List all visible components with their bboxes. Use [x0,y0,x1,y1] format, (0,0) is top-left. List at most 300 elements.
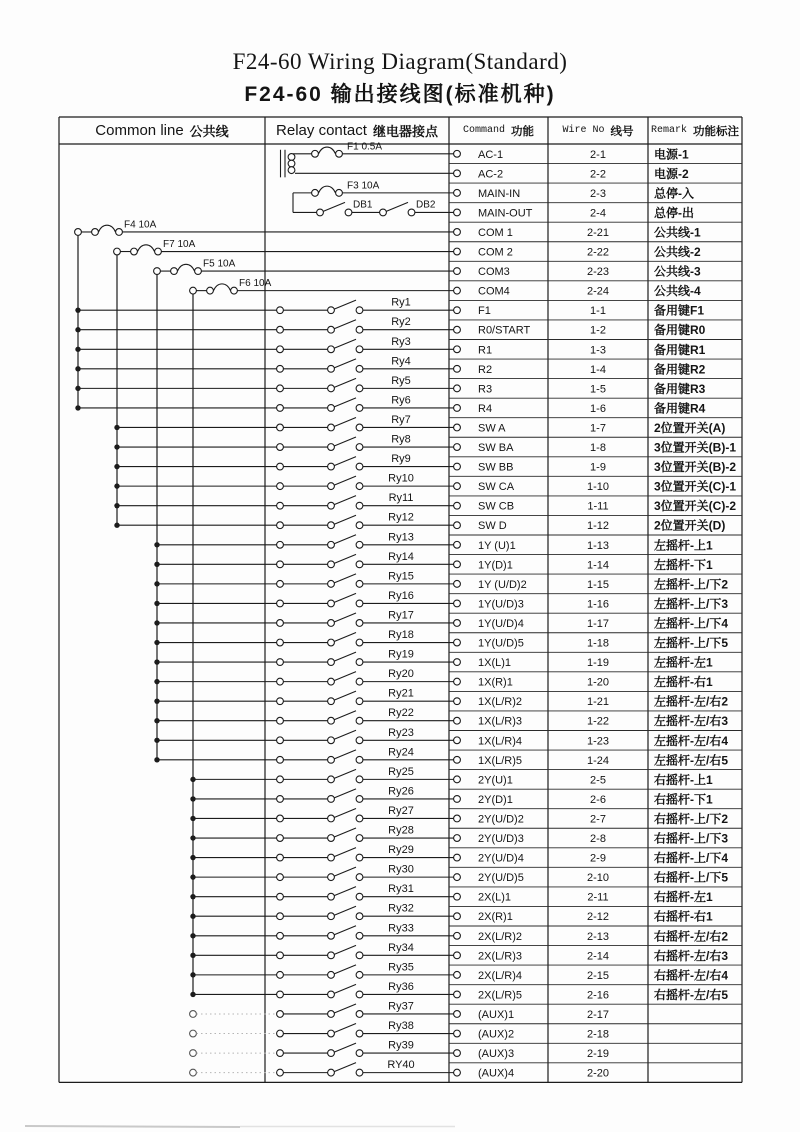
remark-cell: 总停-入 [654,186,694,201]
remark-cell: 左摇杆-右1 [654,675,713,690]
switch-blade [334,984,356,993]
contact-terminal [328,1011,335,1018]
switch-blade [334,672,356,681]
contact-terminal [356,444,363,451]
command-cell: 2X(L/R)2 [478,930,523,943]
header-relay-contact-en: Relay contact [276,122,367,139]
contact-terminal [356,424,363,431]
switch-blade [334,906,356,915]
command-cell: R3 [478,383,493,396]
wire-no-cell: 1-4 [590,363,606,376]
terminal-circle [454,717,461,724]
relay-label: Ry36 [388,980,414,993]
terminal-circle [454,346,461,353]
wire-no-cell: 1-11 [587,500,609,513]
contact-terminal [356,952,363,959]
wire-no-cell: 1-16 [586,598,610,611]
contact-terminal [328,405,335,412]
wire-no-cell: 2-23 [586,266,610,279]
contact-terminal [356,620,363,627]
command-cell: 2Y(U/D)5 [478,872,524,885]
relay-left-terminal [277,874,284,881]
switch-blade [334,965,356,974]
wire-no-cell: 2-19 [586,1048,610,1061]
contact-terminal [356,307,363,314]
command-cell: 1Y (U/D)2 [478,578,527,591]
wire-no-cell: 1-3 [590,344,606,357]
remark-cell: 左摇杆-左1 [654,655,713,670]
remark-cell: 右摇杆-上/下4 [654,851,729,866]
wire-no-cell: 1-23 [586,735,610,748]
wire-no-cell: 1-15 [586,578,610,591]
contact-terminal [328,541,335,548]
contact-terminal [328,502,335,509]
wire-no-cell: 1-1 [590,305,606,318]
fuse-terminal [336,150,343,157]
switch-blade [334,1043,356,1052]
wire-no-cell: 2-16 [586,989,610,1002]
relay-left-terminal [277,561,284,568]
contact-terminal [356,600,363,607]
relay-left-terminal [277,346,284,353]
fuse-label: F6 10A [239,278,272,290]
relay-left-terminal [277,522,284,529]
switch-blade [334,398,356,407]
remark-cell: 3位置开关(C)-1 [654,479,737,494]
header-remark-zh: 功能标注 [693,125,739,138]
contact-terminal [328,971,335,978]
contact-terminal [356,1050,363,1057]
wire-no-cell: 2-2 [590,168,606,181]
remark-cell: 右摇杆-下1 [654,792,713,807]
contact-terminal [328,678,335,685]
switch-blade [334,633,356,642]
command-cell: 2Y(U/D)4 [478,852,524,865]
contact-terminal [356,326,363,333]
command-cell: 1Y(D)1 [478,559,513,572]
bus-top-terminal [114,248,121,255]
transformer-winding [288,167,295,174]
contact-terminal [356,776,363,783]
wire-no-cell: 1-7 [590,422,606,435]
contact-terminal [356,913,363,920]
remark-cell: 左摇杆-上/下4 [654,616,729,631]
relay-label: Ry10 [388,472,414,485]
switch-blade [334,457,356,466]
contact-terminal [356,580,363,587]
terminal-circle [454,502,461,509]
wire-no-cell: 2-13 [586,930,610,943]
remark-cell: 公共线-1 [654,225,701,240]
contact-terminal [356,835,363,842]
switch-blade [334,515,356,524]
command-cell: 1X(L/R)5 [478,754,523,767]
remark-cell: 左摇杆-上/下3 [654,596,729,611]
terminal-circle [454,326,461,333]
remark-cell: 备用键R4 [654,401,706,416]
wire-no-cell: 1-19 [586,657,610,670]
command-cell: COM 1 [478,226,513,239]
contact-terminal [356,737,363,744]
command-cell: 1Y(U/D)5 [478,637,524,650]
terminal-circle [454,698,461,705]
switch-blade [334,417,356,426]
relay-label: Ry5 [391,374,411,387]
command-cell: MAIN-OUT [478,207,533,220]
command-cell: 1X(L/R)3 [478,715,523,728]
relay-label: Ry22 [388,707,414,720]
contact-terminal [328,463,335,470]
wire-no-cell: 2-15 [586,969,610,982]
contact-terminal [356,1030,363,1037]
contact-terminal [328,580,335,587]
unconnected-terminal [190,1050,197,1057]
contact-terminal [328,600,335,607]
contact-terminal [356,483,363,490]
contact-terminal [328,932,335,939]
remark-cell: 电源-2 [654,166,689,181]
relay-label: Ry19 [388,648,414,661]
remark-cell: 左摇杆-上/下5 [654,636,729,651]
relay-label: Ry34 [388,941,414,954]
command-cell: 1Y(U/D)3 [478,598,524,611]
fuse-terminal [131,248,138,255]
relay-left-terminal [277,424,284,431]
contact-terminal [328,561,335,568]
command-cell: 2X(L/R)3 [478,950,523,963]
relay-label: Ry37 [388,1000,414,1013]
relay-label: Ry21 [388,687,414,700]
command-cell: COM 2 [478,246,513,259]
remark-cell: 左摇杆-上/下2 [654,577,729,592]
switch-blade [334,535,356,544]
contact-terminal [328,444,335,451]
header-relay-contact-zh: 继电器接点 [372,124,438,139]
stop-switch-label: DB1 [353,199,373,211]
contact-terminal [328,365,335,372]
remark-cell: 左摇杆-上1 [654,538,713,553]
fuse-label: F1 0.5A [347,141,383,153]
wire-no-cell: 1-12 [586,520,610,533]
relay-label: Ry3 [391,335,411,348]
relay-label: Ry16 [388,589,414,602]
remark-cell: 右摇杆-上/下3 [654,831,729,846]
contact-terminal [356,698,363,705]
contact-terminal [328,483,335,490]
terminal-circle [454,541,461,548]
contact-terminal [356,561,363,568]
relay-left-terminal [277,854,284,861]
wire-no-cell: 1-22 [586,715,610,728]
contact-terminal [345,209,352,216]
wire-no-cell: 2-11 [587,891,609,904]
switch-blade [334,769,356,778]
wire-no-cell: 1-18 [586,637,610,650]
wire-no-cell: 1-6 [590,402,606,415]
fuse-terminal [336,189,343,196]
relay-label: Ry23 [388,726,414,739]
remark-cell: 左摇杆-左/右2 [654,694,729,709]
command-cell: SW CA [478,481,515,494]
relay-left-terminal [277,1030,284,1037]
terminal-circle [454,229,461,236]
command-cell: (AUX)2 [478,1028,515,1041]
relay-left-terminal [277,1050,284,1057]
command-cell: AC-1 [478,148,504,161]
bus-top-terminal [75,229,82,236]
contact-terminal [328,737,335,744]
wire-no-cell: 1-17 [586,617,610,630]
contact-terminal [356,874,363,881]
terminal-circle [454,991,461,998]
relay-left-terminal [277,659,284,666]
terminal-circle [454,365,461,372]
fuse-terminal [155,248,162,255]
remark-cell: 公共线-2 [654,245,701,260]
relay-left-terminal [277,893,284,900]
wire-no-cell: 2-8 [590,833,606,846]
relay-left-terminal [277,502,284,509]
relay-left-terminal [277,405,284,412]
switch-blade [334,613,356,622]
relay-label: Ry38 [388,1020,414,1033]
fuse-terminal [195,268,202,275]
switch-blade [334,828,356,837]
relay-left-terminal [277,698,284,705]
relay-label: Ry20 [388,668,414,681]
wire-no-cell: 2-10 [586,872,610,885]
contact-terminal [356,678,363,685]
contact-terminal [317,209,324,216]
remark-cell: 2位置开关(A) [654,420,726,435]
fuse-element [319,186,336,193]
stop-switch-label: DB2 [416,199,436,211]
command-cell: R1 [478,344,493,357]
contact-terminal [328,756,335,763]
relay-left-terminal [277,932,284,939]
terminal-circle [454,678,461,685]
relay-label: Ry14 [388,550,414,563]
command-cell: 2X(L/R)5 [478,989,523,1002]
header-wire-no-en: Wire No [562,125,605,136]
relay-left-terminal [277,835,284,842]
contact-terminal [328,659,335,666]
relay-label: Ry18 [388,629,414,642]
remark-cell: 右摇杆-上1 [654,772,713,787]
remark-cell: 备用键R1 [654,342,706,357]
command-cell: 1X(R)1 [478,676,513,689]
fuse-element [99,225,116,232]
terminal-circle [454,424,461,431]
remark-cell: 右摇杆-左/右5 [654,987,729,1002]
switch-blade [334,887,356,896]
command-cell: 1X(L)1 [478,657,512,670]
terminal-circle [454,952,461,959]
terminal-circle [454,971,461,978]
relay-left-terminal [277,580,284,587]
terminal-circle [454,620,461,627]
switch-blade [334,867,356,876]
terminal-circle [454,248,461,255]
command-cell: (AUX)3 [478,1048,515,1061]
wire-no-cell: 1-10 [586,481,610,494]
relay-label: Ry27 [388,804,414,817]
relay-left-terminal [277,385,284,392]
wire-no-cell: 2-24 [586,285,610,298]
contact-terminal [356,522,363,529]
switch-blade [334,574,356,583]
relay-left-terminal [277,1011,284,1018]
remark-cell: 3位置开关(B)-1 [654,440,737,455]
contact-terminal [328,385,335,392]
command-cell: COM4 [478,285,510,298]
terminal-circle [454,639,461,646]
terminal-circle [454,189,461,196]
command-cell: (AUX)1 [478,1008,515,1021]
bus-top-terminal [190,287,197,294]
switch-blade [334,848,356,857]
wire-no-cell: 1-8 [590,442,606,455]
contact-terminal [356,991,363,998]
contact-terminal [328,776,335,783]
terminal-circle [454,268,461,275]
fuse-label: F5 10A [203,258,236,270]
switch-blade [334,593,356,602]
relay-label: Ry30 [388,863,414,876]
command-cell: 2Y(U/D)2 [478,813,524,826]
contact-terminal [328,522,335,529]
wire-no-cell: 2-3 [590,187,606,200]
wire-no-cell: 1-24 [586,754,610,767]
fuse-label: F7 10A [163,239,196,251]
contact-terminal [356,541,363,548]
contact-terminal [328,1030,335,1037]
fuse-label: F4 10A [124,219,157,231]
relay-label: Ry1 [391,296,411,309]
command-cell: R0/START [478,324,531,337]
terminal-circle [454,1069,461,1076]
bus-top-terminal [154,268,161,275]
terminal-circle [454,932,461,939]
wire-no-cell: 2-12 [586,911,610,924]
relay-left-terminal [277,1069,284,1076]
switch-blade [334,339,356,348]
remark-cell: 备用键R2 [654,362,706,377]
relay-label: Ry32 [388,902,414,915]
relay-label: Ry7 [391,413,411,426]
relay-left-terminal [277,639,284,646]
transformer-winding [288,154,295,161]
relay-label: Ry25 [388,765,414,778]
remark-cell: 左摇杆-下1 [654,557,713,572]
switch-blade [334,730,356,739]
terminal-circle [454,854,461,861]
contact-terminal [356,463,363,470]
command-cell: 2Y(D)1 [478,793,513,806]
remark-cell: 左摇杆-左/右4 [654,733,729,748]
relay-label: Ry12 [388,511,414,524]
relay-left-terminal [277,326,284,333]
relay-label: Ry9 [391,453,411,466]
command-cell: R4 [478,402,493,415]
relay-left-terminal [277,971,284,978]
terminal-circle [454,756,461,763]
contact-terminal [356,405,363,412]
switch-blade [334,320,356,329]
relay-label: Ry39 [388,1039,414,1052]
relay-left-terminal [277,815,284,822]
transformer-winding [288,160,295,167]
contact-terminal [328,307,335,314]
contact-terminal [328,1050,335,1057]
contact-terminal [408,209,415,216]
terminal-circle [454,444,461,451]
terminal-circle [454,835,461,842]
switch-blade [334,359,356,368]
relay-label: Ry2 [391,316,411,329]
switch-blade [334,1063,356,1072]
command-cell: SW A [478,422,506,435]
contact-terminal [328,952,335,959]
fuse-terminal [116,229,123,236]
contact-terminal [356,1011,363,1018]
wire-no-cell: 1-13 [586,539,610,552]
relay-left-terminal [277,717,284,724]
contact-terminal [328,893,335,900]
switch-blade [323,202,345,211]
relay-left-terminal [277,913,284,920]
switch-blade [386,202,408,211]
wire-no-cell: 2-17 [586,1008,610,1021]
switch-blade [334,496,356,505]
relay-left-terminal [277,796,284,803]
terminal-circle [454,1050,461,1057]
remark-cell: 公共线-3 [654,264,701,279]
command-cell: 2Y(U)1 [478,774,513,787]
remark-cell: 右摇杆-上/下2 [654,811,729,826]
command-cell: MAIN-IN [478,187,521,200]
terminal-circle [454,737,461,744]
contact-terminal [356,815,363,822]
wire-no-cell: 2-21 [586,226,610,239]
wire-no-cell: 2-14 [586,950,610,963]
contact-terminal [356,893,363,900]
remark-cell: 备用键R3 [654,381,706,396]
fuse-terminal [207,287,214,294]
remark-cell: 右摇杆-上/下5 [654,870,729,885]
switch-blade [334,554,356,563]
fuse-element [214,284,231,291]
remark-cell: 3位置开关(B)-2 [654,460,737,475]
remark-cell: 左摇杆-左/右5 [654,753,729,768]
terminal-circle [454,796,461,803]
terminal-circle [454,483,461,490]
fuse-terminal [312,150,319,157]
fuse-label: F3 10A [347,180,380,192]
relay-left-terminal [277,991,284,998]
relay-label: Ry24 [388,746,414,759]
contact-terminal [356,385,363,392]
terminal-circle [454,561,461,568]
remark-cell: 电源-1 [654,147,689,162]
contact-terminal [356,639,363,646]
terminal-circle [454,463,461,470]
command-cell: 1Y (U)1 [478,539,516,552]
wire-no-cell: 2-1 [590,148,606,161]
relay-label: Ry35 [388,961,414,974]
relay-label: Ry6 [391,394,411,407]
switch-blade [334,945,356,954]
